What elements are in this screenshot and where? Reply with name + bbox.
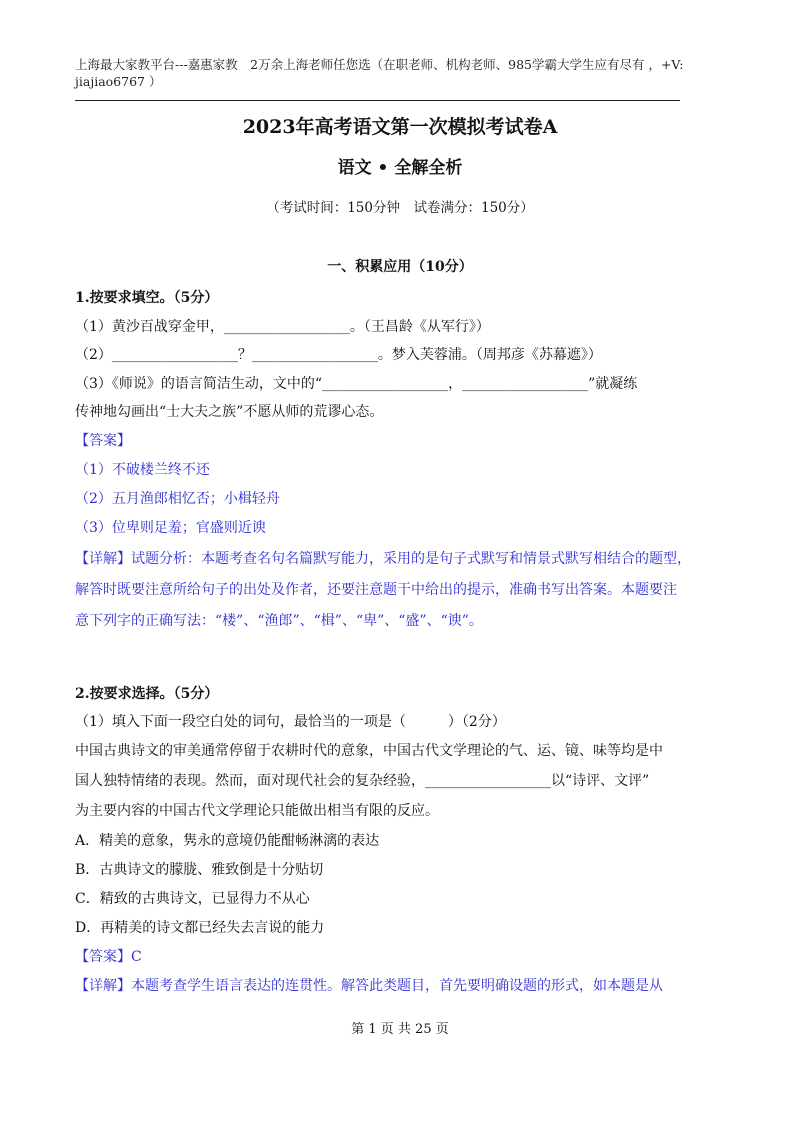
header-note-line2: jiajiao6767 ） (75, 74, 162, 89)
question-2-detail-tag: 【详解】 (75, 978, 131, 994)
question-1-item-3-line-2: 传神地勾画出“士大夫之族”不愿从师的荒谬心态。 (75, 404, 384, 420)
header-note (75, 56, 685, 90)
question-1-answer-3: （3）位卑则足羞；官盛则近谀 (75, 520, 266, 536)
question-2-item-1: （1）填入下面一段空白处的词句，最恰当的一项是（ ）（2分） (75, 714, 506, 730)
question-2-option-c: C．精致的古典诗文，已显得力不从心 (75, 891, 310, 907)
question-2-passage-line-2: 国人独特情绪的表现。然而，面对现代社会的复杂经验，__________________以“诗评、文评” (75, 773, 650, 789)
question-1-item-2: （2）__________________？__________________。梦入芙蓉浦。（周邦彦《苏幕遮》） (75, 347, 602, 363)
question-1-heading: 1.按要求填空。（5分） (75, 290, 219, 306)
question-2-answer (75, 947, 685, 967)
question-1-answer-2: （2）五月渔郎相忆否；小楫轻舟 (75, 491, 280, 507)
question-2-option-b: B．古典诗文的朦胧、雅致倒是十分贴切 (75, 862, 324, 878)
question-1-item-1: （1）黄沙百战穿金甲，__________________。（王昌龄《从军行》） (75, 319, 490, 335)
exam-meta: （考试时间：150分钟 试卷满分：150分） (266, 200, 534, 216)
question-2-passage-line-3: 为主要内容的中国古代文学理论只能做出相当有限的反应。 (75, 803, 439, 819)
question-1-detail-line-1: 【详解】试题分析：本题考查名句名篇默写能力，采用的是句子式默写和情景式默写相结合的题型， (75, 551, 691, 567)
section-heading: 一、积累应用（10分） (327, 259, 473, 275)
question-2-option-d: D．再精美的诗文都已经失去言说的能力 (75, 920, 325, 936)
question-1-detail-line-3: 意下列字的正确写法：“楼”、“渔郎”、“楫”、“卑”、“盛”、“谀”。 (75, 613, 483, 629)
page-title: 2023年高考语文第一次模拟考试卷A (242, 116, 558, 138)
question-2-answer-value: C (131, 949, 142, 965)
header-note-line1: 上海最大家教平台---嘉惠家教 2万余上海老师任您选（在职老师、机构老师、985学霸大学生应有尽有 ，+V: (75, 57, 684, 72)
question-2-option-a: A．精美的意象，隽永的意境仍能酣畅淋漓的表达 (75, 833, 380, 849)
question-2-answer-tag: 【答案】 (75, 949, 131, 965)
question-2-passage-line-1: 中国古典诗文的审美通常停留于农耕时代的意象，中国古代文学理论的气、运、镜、味等均是中 (75, 743, 663, 759)
question-2-detail (75, 976, 685, 996)
question-1-item-3-line-1: （3）《师说》的语言简洁生动，文中的“__________________，__________________”就凝练 (75, 376, 638, 392)
page-number: 第 1 页 共 25 页 (351, 1022, 449, 1037)
question-2-detail-line-1: 本题考查学生语言表达的连贯性。解答此类题目，首先要明确设题的形式，如本题是从 (131, 978, 663, 994)
question-1-detail-line-2: 解答时既要注意所给句子的出处及作者，还要注意题干中给出的提示，准确书写出答案。本题要注 (75, 582, 677, 598)
header-divider (75, 100, 680, 101)
question-1-answer-tag: 【答案】 (75, 433, 131, 449)
page-subtitle: 语文 • 全解全析 (337, 158, 463, 178)
question-2-heading: 2.按要求选择。（5分） (75, 686, 219, 702)
question-1-answer-1: （1）不破楼兰终不还 (75, 462, 210, 478)
